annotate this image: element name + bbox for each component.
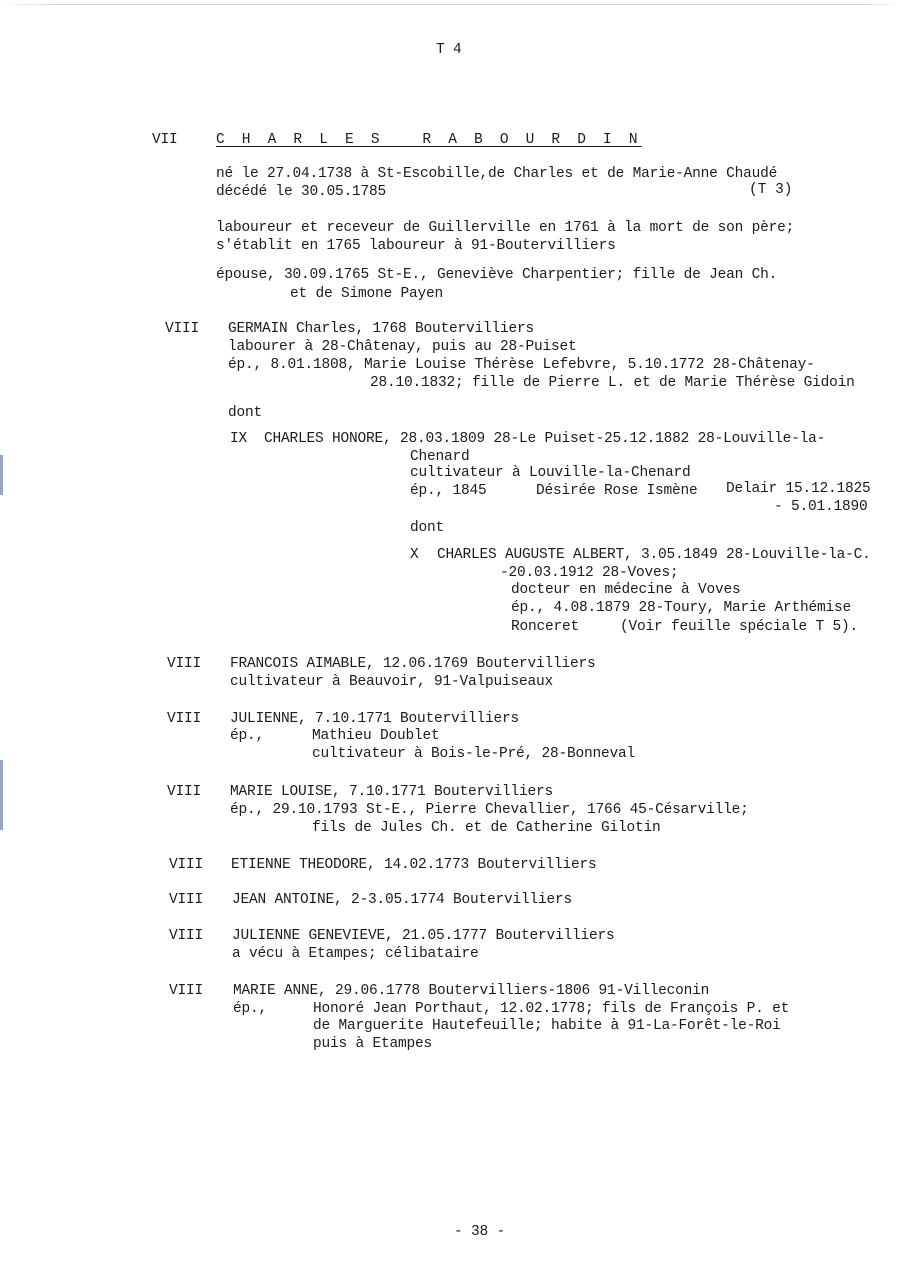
generation-label: VIII <box>167 656 202 672</box>
grandchild-entry-line: Chenard <box>410 449 470 465</box>
child-entry-line: de Marguerite Hautefeuille; habite à 91-La-Forêt-le-Roi <box>313 1018 781 1034</box>
child-entry-line: JEAN ANTOINE, 2-3.05.1774 Boutervilliers <box>232 892 573 908</box>
child-entry-line: JULIENNE, 7.10.1771 Boutervilliers <box>230 711 520 727</box>
document-code: T 4 <box>436 42 462 58</box>
page-number: - 38 - <box>454 1224 506 1240</box>
cross-reference: (T 3) <box>749 182 793 198</box>
child-entry-line: fils de Jules Ch. et de Catherine Gilotin <box>312 820 661 836</box>
child-entry-line: ép., 29.10.1793 St-E., Pierre Chevallier, 1766 45-Césarville; <box>230 802 749 818</box>
child-entry-line: FRANCOIS AIMABLE, 12.06.1769 Boutervilliers <box>230 656 596 672</box>
child-entry-line: Honoré Jean Porthaut, 12.02.1778; fils de François P. et <box>313 1001 790 1017</box>
great-grandchild-entry-line: Ronceret <box>511 619 580 635</box>
child-entry-line: ép., <box>230 728 265 744</box>
grandchild-entry-line: Delair 15.12.1825 <box>726 481 871 497</box>
generation-label: IX <box>230 431 248 447</box>
birth-line: né le 27.04.1738 à St-Escobille,de Charles et de Marie-Anne Chaudé <box>216 166 778 182</box>
great-grandchild-entry-line: ép., 4.08.1879 28-Toury, Marie Arthémise <box>511 600 852 616</box>
child-entry-line: MARIE LOUISE, 7.10.1771 Boutervilliers <box>230 784 554 800</box>
child-entry-line: MARIE ANNE, 29.06.1778 Boutervilliers-1806 91-Villeconin <box>233 983 710 999</box>
great-grandchild-entry-line: (Voir feuille spéciale T 5). <box>620 619 859 635</box>
grandchild-entry-line: Désirée Rose Ismène <box>536 483 698 499</box>
generation-label: VIII <box>169 928 204 944</box>
great-grandchild-entry-line: CHARLES AUGUSTE ALBERT, 3.05.1849 28-Louville-la-C. <box>437 547 871 563</box>
scan-edge-mark <box>0 455 3 495</box>
grandchild-entry-line: dont <box>410 520 445 536</box>
great-grandchild-entry-line: -20.03.1912 28-Voves; <box>500 565 679 581</box>
grandchild-entry-line: ép., 1845 <box>410 483 487 499</box>
generation-label: VIII <box>169 857 204 873</box>
child-entry-line: cultivateur à Beauvoir, 91-Valpuiseaux <box>230 674 554 690</box>
child-entry-line: ETIENNE THEODORE, 14.02.1773 Boutervilliers <box>231 857 597 873</box>
child-entry-line: cultivateur à Bois-le-Pré, 28-Bonneval <box>312 746 636 762</box>
generation-label: VIII <box>167 711 202 727</box>
scan-edge-mark <box>0 760 3 830</box>
child-entry-line: JULIENNE GENEVIEVE, 21.05.1777 Boutervilliers <box>232 928 615 944</box>
grandchild-entry-line: CHARLES HONORE, 28.03.1809 28-Le Puiset-25.12.1882 28-Louville-la- <box>264 431 826 447</box>
person-name-heading: C H A R L E S R A B O U R D I N <box>216 132 642 148</box>
generation-label: VIII <box>169 892 204 908</box>
child-entry-line: ép., 8.01.1808, Marie Louise Thérèse Lefebvre, 5.10.1772 28-Châtenay- <box>228 357 815 373</box>
occupation-line: laboureur et receveur de Guillerville en 1761 à la mort de son père; <box>216 220 795 236</box>
grandchild-entry-line: cultivateur à Louville-la-Chenard <box>410 465 691 481</box>
death-line: décédé le 30.05.1785 <box>216 184 387 200</box>
generation-label: VIII <box>169 983 204 999</box>
child-entry-line: labourer à 28-Châtenay, puis au 28-Puiset <box>228 339 577 355</box>
child-entry-line: ép., <box>233 1001 268 1017</box>
grandchild-entry-line: - 5.01.1890 <box>774 499 868 515</box>
generation-label: X <box>410 547 419 563</box>
great-grandchild-entry-line: docteur en médecine à Voves <box>511 582 741 598</box>
marriage-line: et de Simone Payen <box>290 286 444 302</box>
child-entry-line: Mathieu Doublet <box>312 728 440 744</box>
child-entry-line: GERMAIN Charles, 1768 Boutervilliers <box>228 321 535 337</box>
generation-label: VIII <box>165 321 200 337</box>
occupation-line: s'établit en 1765 laboureur à 91-Boutervilliers <box>216 238 616 254</box>
child-entry-line: a vécu à Etampes; célibataire <box>232 946 479 962</box>
generation-label: VIII <box>167 784 202 800</box>
child-entry-line: 28.10.1832; fille de Pierre L. et de Marie Thérèse Gidoin <box>370 375 855 391</box>
child-entry-line: puis à Etampes <box>313 1036 433 1052</box>
generation-label: VII <box>152 132 178 148</box>
child-entry-line: dont <box>228 405 263 421</box>
marriage-line: épouse, 30.09.1765 St-E., Geneviève Charpentier; fille de Jean Ch. <box>216 267 778 283</box>
